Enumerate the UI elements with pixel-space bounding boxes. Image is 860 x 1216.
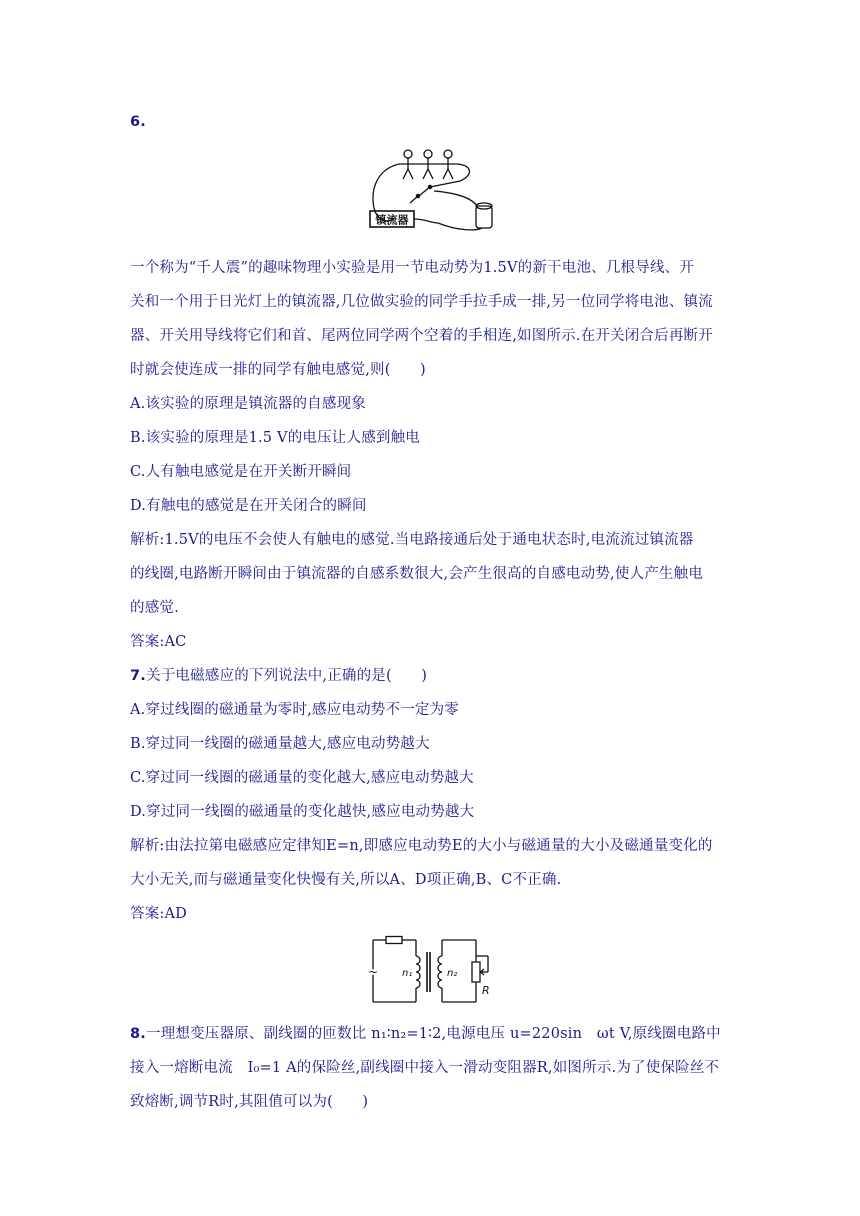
question-7-answer: 答案:AD (130, 906, 187, 922)
question-6-option-d: D.有触电的感觉是在开关闭合的瞬间 (130, 498, 367, 514)
resistor-label: R (482, 984, 490, 997)
question-8-stem-line-1 (130, 1024, 730, 1044)
question-6-analysis-line-3: 的感觉. (130, 600, 179, 616)
question-6-analysis-line-1: 解析:1.5V的电压不会使人有触电的感觉.当电路接通后处于通电状态时,电流流过镇流器 (130, 532, 694, 548)
question-8-stem-line-2: 接入一熔断电流 I₀=1 A的保险丝,副线圈中接入一滑动变阻器R,如图所示.为了使保险丝不 (130, 1060, 720, 1076)
question-7-analysis-line-2: 大小无关,而与磁通量变化快慢有关,所以A、D项正确,B、C不正确. (130, 872, 562, 888)
question-7-analysis-line-1: 解析:由法拉第电磁感应定律知E=n,即感应电动势E的大小与磁通量的大小及磁通量变化的 (130, 838, 713, 854)
question-8-stem-text-1: 一理想变压器原、副线圈的匝数比 n₁∶n₂=1∶2,电源电压 u=220sin ωt V,原线圈电路中 (146, 1026, 721, 1042)
question-7-option-c: C.穿过同一线圈的磁通量的变化越大,感应电动势越大 (130, 770, 474, 786)
question-6-stem-line-1: 一个称为“千人震”的趣味物理小实验是用一节电动势为1.5V的新干电池、几根导线、开 (130, 260, 695, 276)
thousand-people-shock-figure (368, 143, 504, 239)
question-6-option-a: A.该实验的原理是镇流器的自感现象 (130, 396, 366, 412)
question-8-stem-line-3: 致熔断,调节R时,其阻值可以为( ) (130, 1094, 369, 1110)
question-6-option-c: C.人有触电感觉是在开关断开瞬间 (130, 464, 352, 480)
question-6-analysis-line-2: 的线圈,电路断开瞬间由于镇流器的自感系数很大,会产生很高的自感电动势,使人产生触电 (130, 566, 704, 582)
question-6-stem-line-4: 时就会使连成一排的同学有触电感觉,则( ) (130, 362, 426, 378)
n1-label: n₁ (402, 968, 413, 979)
question-6-option-b: B.该实验的原理是1.5 V的电压让人感到触电 (130, 430, 421, 446)
question-6-stem-line-2: 关和一个用于日光灯上的镇流器,几位做实验的同学手拉手成一排,另一位同学将电池、镇流 (130, 294, 713, 310)
question-6-stem-line-3: 器、开关用导线将它们和首、尾两位同学两个空着的手相连,如图所示.在开关闭合后再断开 (130, 328, 713, 344)
question-7-stem (130, 666, 730, 686)
question-6-number: 6. (130, 114, 146, 130)
ballast-label: 镇流器 (375, 213, 409, 227)
ac-source-symbol: ~ (367, 965, 379, 979)
question-8-number: 8. (130, 1026, 146, 1042)
question-7-option-d: D.穿过同一线圈的磁通量的变化越快,感应电动势越大 (130, 804, 475, 820)
question-7-option-b: B.穿过同一线圈的磁通量越大,感应电动势越大 (130, 736, 430, 752)
transformer-circuit-figure (366, 934, 502, 1008)
question-7-option-a: A.穿过线圈的磁通量为零时,感应电动势不一定为零 (130, 702, 459, 718)
question-6-answer: 答案:AC (130, 634, 187, 650)
n2-label: n₂ (447, 968, 458, 979)
question-7-stem-text: 关于电磁感应的下列说法中,正确的是( ) (146, 668, 428, 684)
question-7-number: 7. (130, 668, 146, 684)
